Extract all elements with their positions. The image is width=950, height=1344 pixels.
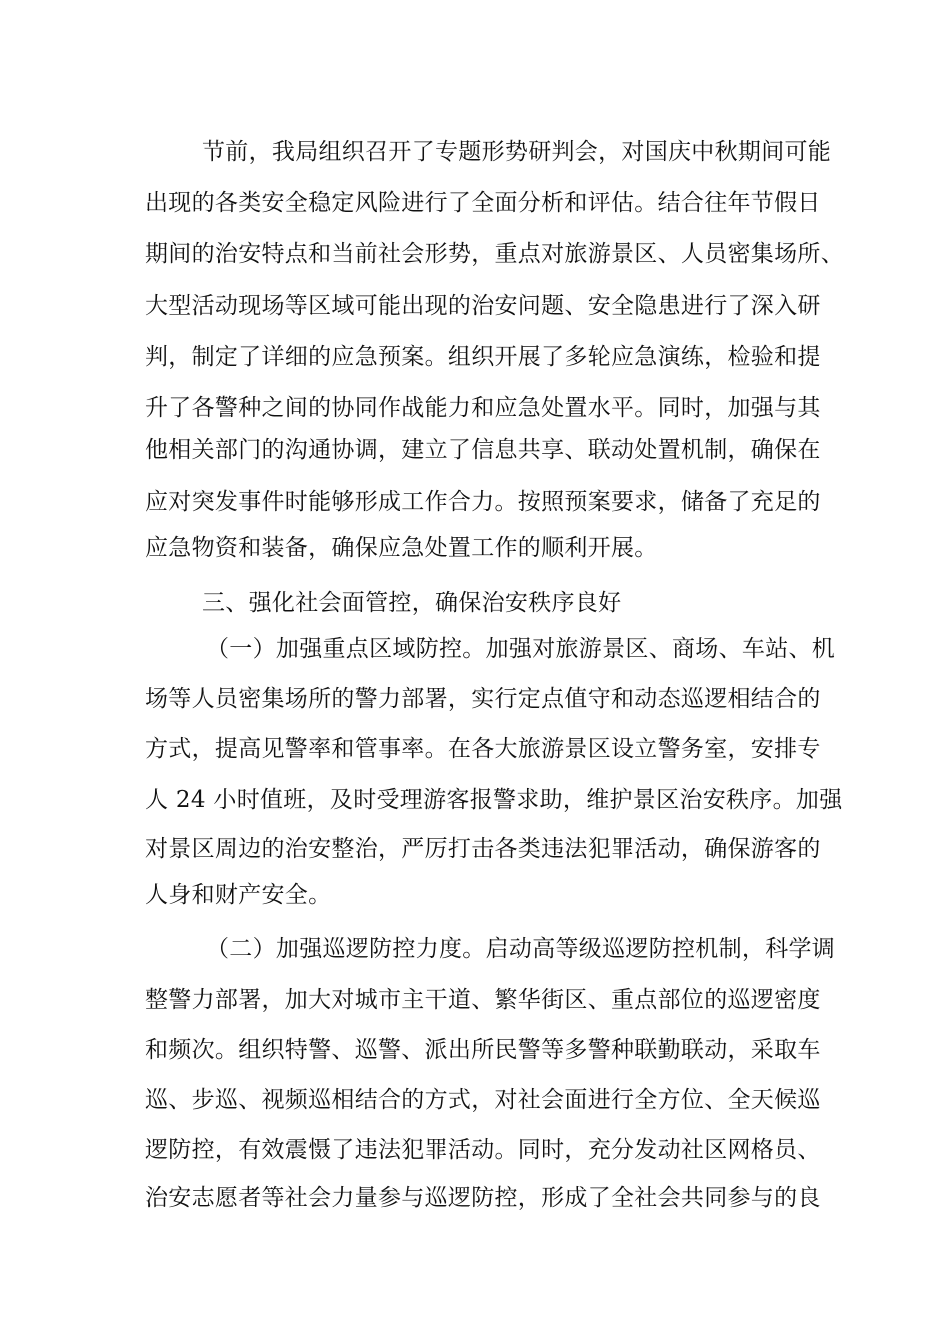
paragraph-line: 人 24 小时值班，及时受理游客报警求助，维护景区治安秩序。加强 bbox=[145, 787, 843, 813]
paragraph-line: 节前，我局组织召开了专题形势研判会，对国庆中秋期间可能 bbox=[202, 139, 832, 165]
paragraph-line: 场等人员密集场所的警力部署，实行定点值守和动态巡逻相结合的 bbox=[145, 686, 821, 712]
paragraph-line: 对景区周边的治安整治，严厉打击各类违法犯罪活动，确保游客的 bbox=[145, 836, 821, 862]
paragraph-line: 逻防控，有效震慑了违法犯罪活动。同时，充分发动社区网格员、 bbox=[145, 1137, 821, 1163]
paragraph-line: 人身和财产安全。 bbox=[145, 882, 332, 908]
paragraph-line: 应对突发事件时能够形成工作合力。按照预案要求，储备了充足的 bbox=[145, 489, 821, 515]
paragraph-line: 大型活动现场等区域可能出现的治安问题、安全隐患进行了深入研 bbox=[145, 293, 821, 319]
paragraph-line: 他相关部门的沟通协调，建立了信息共享、联动处置机制，确保在 bbox=[145, 437, 821, 463]
paragraph-line: （二）加强巡逻防控力度。启动高等级巡逻防控机制，科学调 bbox=[206, 936, 836, 962]
paragraph-line: 和频次。组织特警、巡警、派出所民警等多警种联勤联动，采取车 bbox=[145, 1037, 821, 1063]
paragraph-line: 整警力部署，加大对城市主干道、繁华街区、重点部位的巡逻密度 bbox=[145, 987, 821, 1013]
paragraph-line: 应急物资和装备，确保应急处置工作的顺利开展。 bbox=[145, 535, 658, 561]
paragraph-line: 治安志愿者等社会力量参与巡逻防控，形成了全社会共同参与的良 bbox=[145, 1185, 821, 1211]
section-heading: 三、强化社会面管控，确保治安秩序良好 bbox=[202, 590, 622, 616]
paragraph-line: 判，制定了详细的应急预案。组织开展了多轮应急演练，检验和提 bbox=[145, 344, 821, 370]
paragraph-line: （一）加强重点区域防控。加强对旅游景区、商场、车站、机 bbox=[206, 636, 836, 662]
paragraph-line: 巡、步巡、视频巡相结合的方式，对社会面进行全方位、全天候巡 bbox=[145, 1087, 821, 1113]
paragraph-line: 方式，提高见警率和管事率。在各大旅游景区设立警务室，安排专 bbox=[145, 736, 821, 762]
paragraph-line: 升了各警种之间的协同作战能力和应急处置水平。同时，加强与其 bbox=[145, 395, 821, 421]
paragraph-line: 出现的各类安全稳定风险进行了全面分析和评估。结合往年节假日 bbox=[145, 190, 821, 216]
paragraph-line: 期间的治安特点和当前社会形势，重点对旅游景区、人员密集场所、 bbox=[145, 241, 844, 267]
